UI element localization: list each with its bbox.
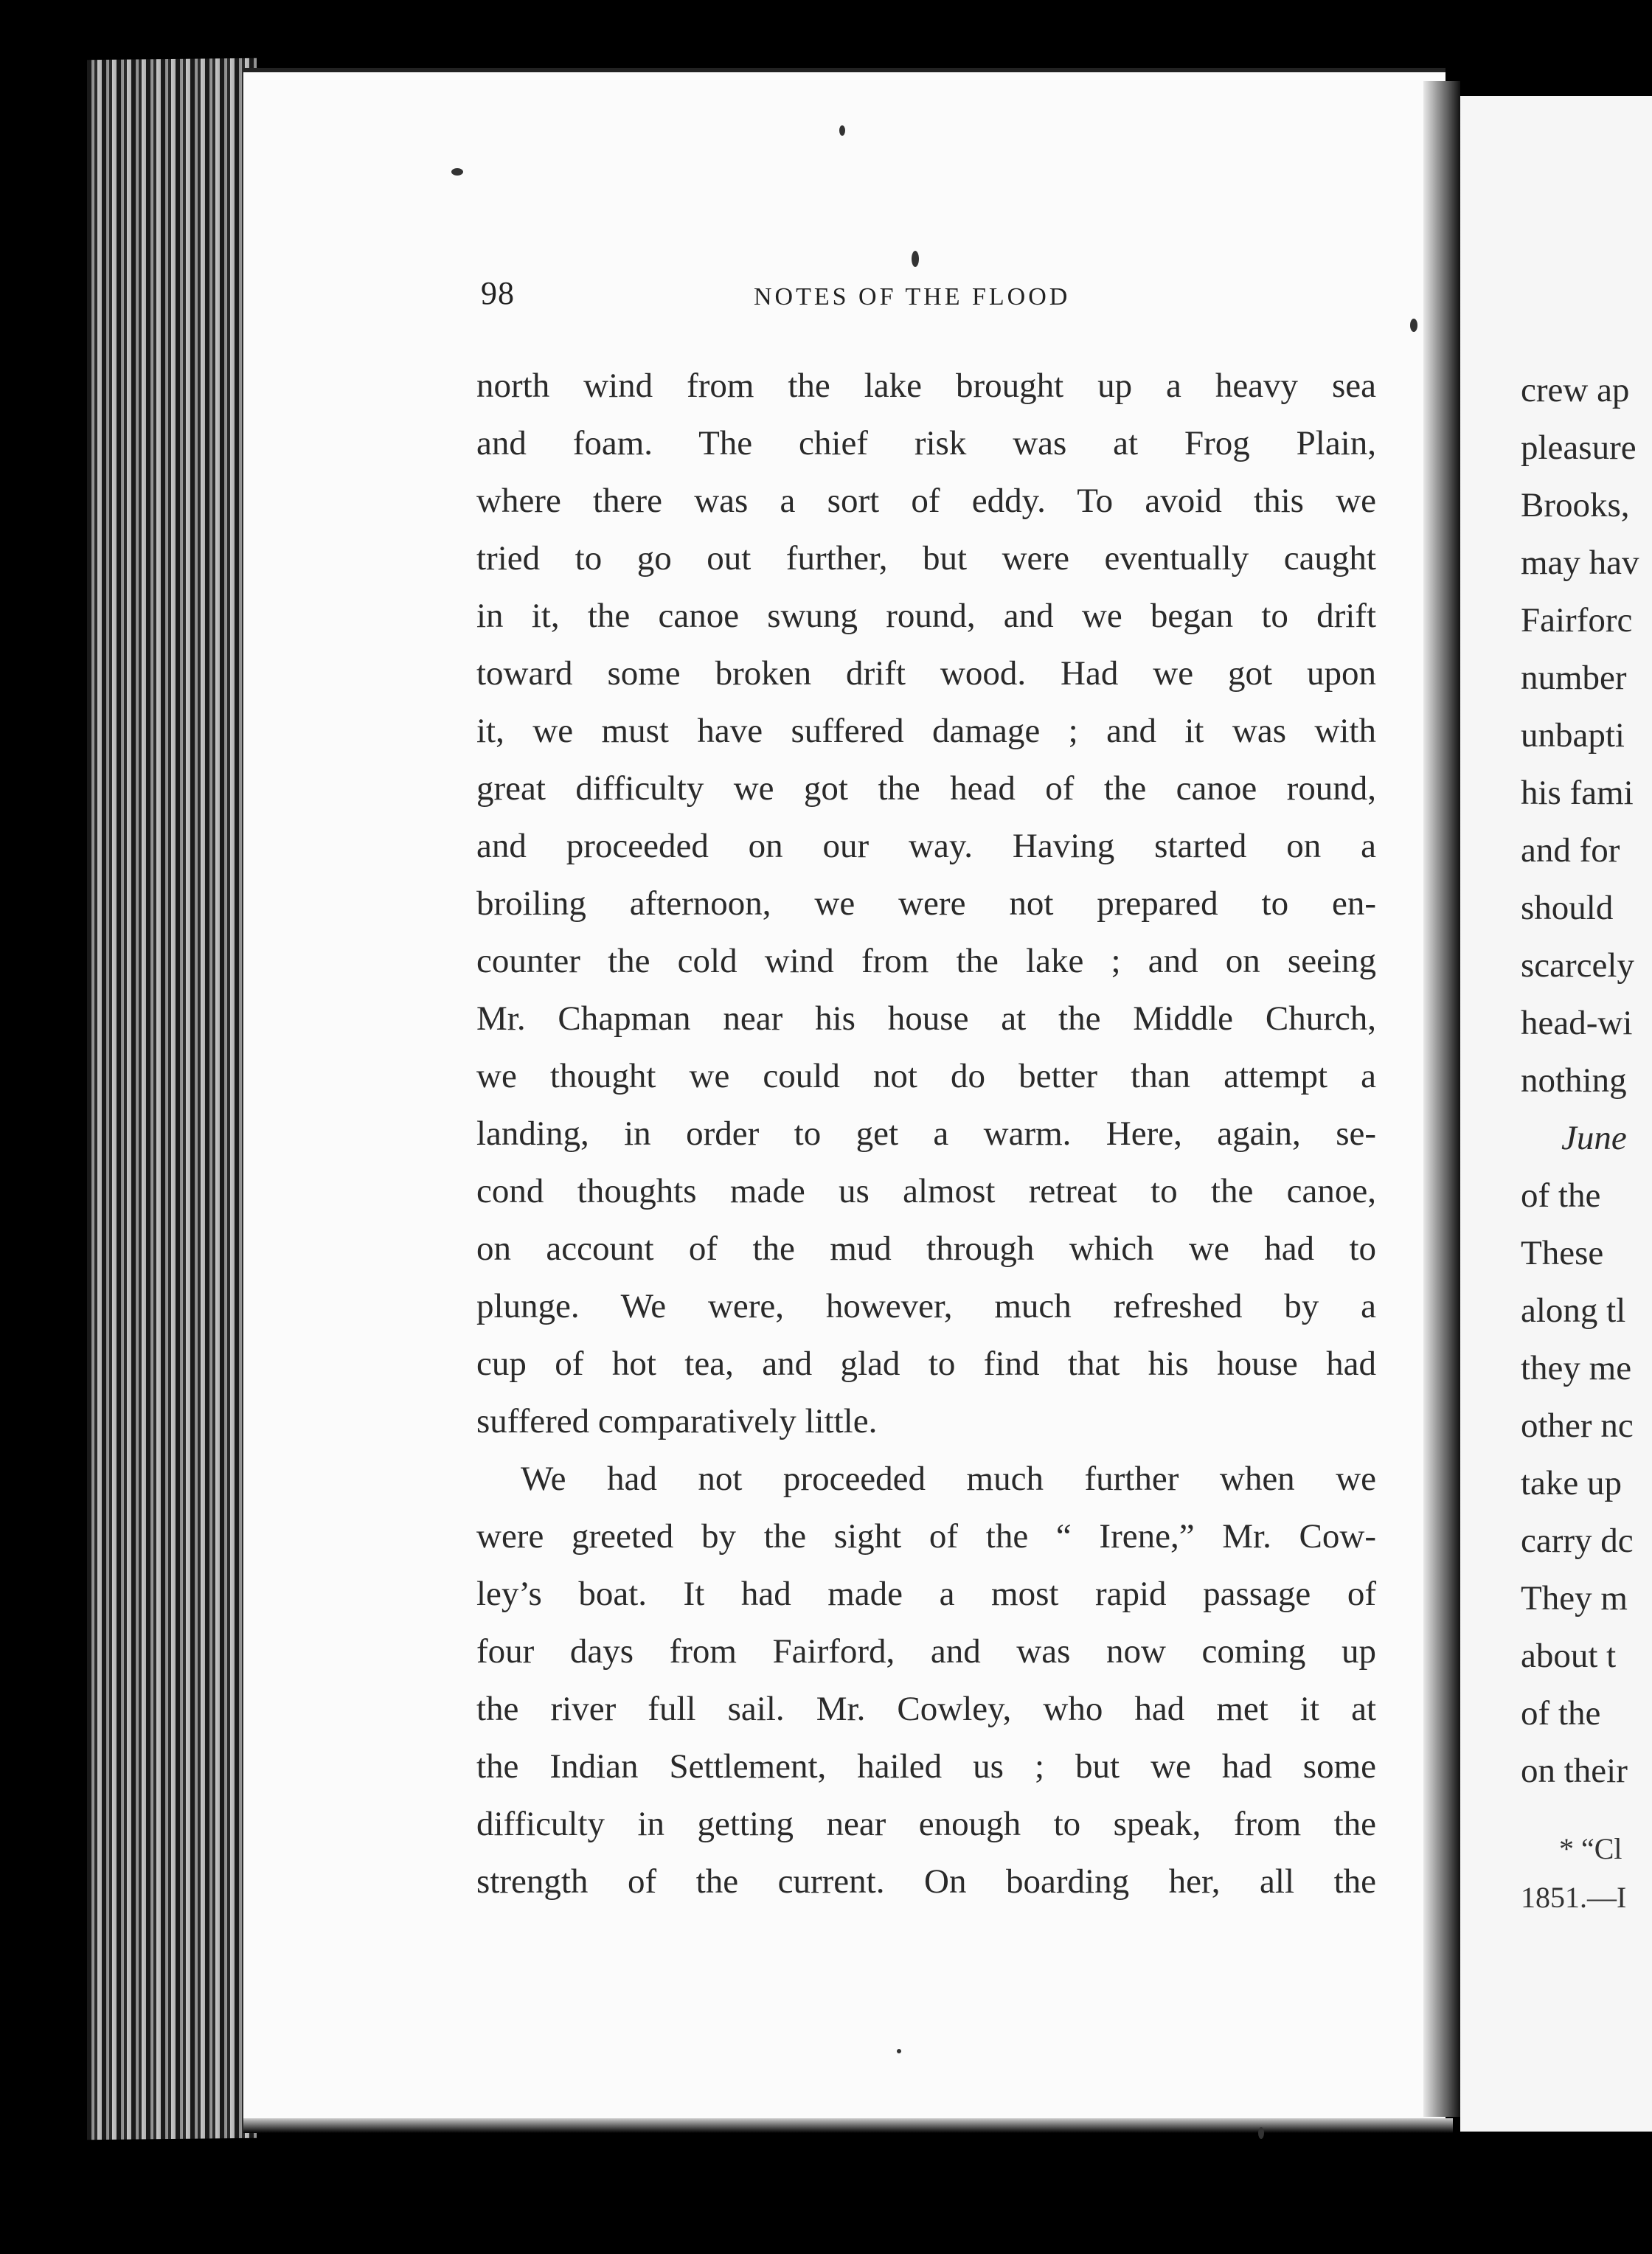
right-text-line: on their <box>1521 1752 1628 1790</box>
text-line: strength of the current. On boarding her, all the <box>476 1862 1376 1901</box>
right-text-line: They m <box>1521 1579 1628 1617</box>
right-text-line: about t <box>1521 1637 1617 1675</box>
right-text-line: pleasure <box>1521 429 1637 467</box>
right-text-line: take up <box>1521 1464 1622 1502</box>
text-line: four days from Fairford, and was now coming up <box>476 1632 1376 1671</box>
right-text-line: Fairforc <box>1521 601 1633 639</box>
gutter-shadow <box>1423 81 1460 2117</box>
text-line: cup of hot tea, and glad to find that his house had <box>476 1345 1376 1383</box>
right-text-line: his fami <box>1521 774 1634 812</box>
page-bottom-edge <box>243 2118 1453 2133</box>
footnote-line: 1851.—I <box>1521 1881 1627 1914</box>
text-line: tried to go out further, but were eventually caught <box>476 539 1376 578</box>
text-line: on account of the mud through which we had to <box>476 1230 1376 1268</box>
text-line: broiling afternoon, we were not prepared to en- <box>476 884 1376 923</box>
text-line: in it, the canoe swung round, and we began to drift <box>476 597 1376 635</box>
text-line: ley’s boat. It had made a most rapid passage of <box>476 1575 1376 1613</box>
text-line: great difficulty we got the head of the canoe round, <box>476 769 1376 808</box>
text-line: were greeted by the sight of the “ Irene,” Mr. Cow- <box>476 1517 1376 1556</box>
right-text-line: they me <box>1521 1349 1632 1387</box>
right-text-line: and for <box>1521 831 1620 870</box>
right-text-line: scarcely <box>1521 946 1634 985</box>
text-line: the Indian Settlement, hailed us ; but we had some <box>476 1747 1376 1786</box>
right-text-line: along tl <box>1521 1291 1626 1330</box>
right-text-line: unbapti <box>1521 716 1625 755</box>
page-number: 98 <box>481 275 515 311</box>
right-text-line: nothing <box>1521 1061 1627 1100</box>
text-line: difficulty in getting near enough to speak, from the <box>476 1805 1376 1843</box>
text-line: it, we must have suffered damage ; and it was with <box>476 712 1376 750</box>
right-text-line: carry dc <box>1521 1522 1634 1560</box>
right-text-line: crew ap <box>1521 371 1630 409</box>
running-head <box>481 274 1373 319</box>
text-line: and foam. The chief risk was at Frog Plain, <box>476 424 1376 462</box>
right-text-line: of the <box>1521 1176 1601 1215</box>
running-title: NOTES OF THE FLOOD <box>754 283 1071 311</box>
paragraph-end-line: suffered comparatively little. <box>476 1402 878 1440</box>
scan-speck <box>839 125 845 136</box>
right-text-line: These <box>1521 1234 1604 1272</box>
text-line: plunge. We were, however, much refreshed by a <box>476 1287 1376 1325</box>
left-page-body-text <box>476 357 1376 1910</box>
right-text-line: other nc <box>1521 1407 1634 1445</box>
right-text-line: may hav <box>1521 544 1639 582</box>
right-page-cropped-text <box>1521 361 1652 1800</box>
paragraph-start-line: We had not proceeded much further when we <box>521 1460 1376 1498</box>
text-line: counter the cold wind from the lake ; and on seeing <box>476 942 1376 980</box>
text-line: Mr. Chapman near his house at the Middle Church, <box>476 999 1376 1038</box>
right-text-line-italic: June <box>1561 1119 1627 1157</box>
text-line: where there was a sort of eddy. To avoid this we <box>476 482 1376 520</box>
text-line: and proceeded on our way. Having started on a <box>476 827 1376 865</box>
right-text-line: of the <box>1521 1694 1601 1733</box>
text-line: toward some broken drift wood. Had we got upon <box>476 654 1376 693</box>
scan-speck <box>1258 2127 1264 2139</box>
text-line: north wind from the lake brought up a heavy sea <box>476 367 1376 405</box>
text-line: cond thoughts made us almost retreat to the canoe, <box>476 1172 1376 1210</box>
book-page-edges <box>87 58 257 2140</box>
scan-speck <box>1410 319 1417 332</box>
right-text-line: head-wi <box>1521 1004 1633 1042</box>
scan-speck <box>912 251 919 267</box>
text-line: landing, in order to get a warm. Here, again, se- <box>476 1114 1376 1153</box>
text-line: the river full sail. Mr. Cowley, who had met it at <box>476 1690 1376 1728</box>
right-text-line: should <box>1521 889 1614 927</box>
scan-speck <box>451 168 463 176</box>
footnote-line: * “Cl <box>1559 1832 1622 1865</box>
text-line: we thought we could not do better than attempt a <box>476 1057 1376 1095</box>
right-text-line: number <box>1521 659 1627 697</box>
right-page-footnote <box>1521 1825 1626 1922</box>
scan-speck <box>897 2049 901 2053</box>
right-text-line: Brooks, <box>1521 486 1630 524</box>
